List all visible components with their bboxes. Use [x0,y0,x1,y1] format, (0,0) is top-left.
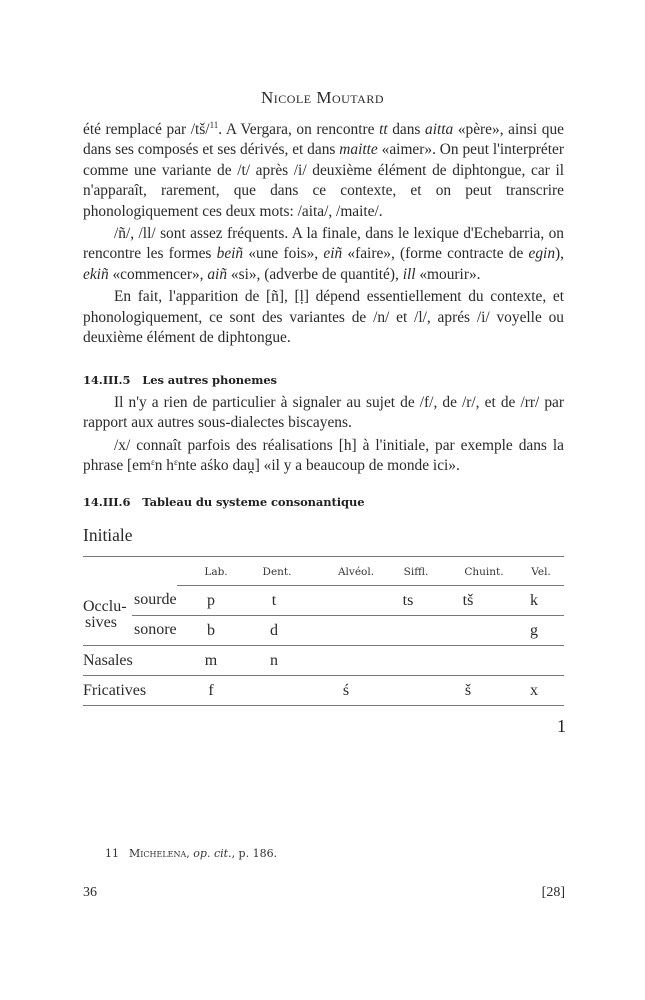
body-text-block-2 [83,393,564,477]
row-group-label: sives [85,614,117,631]
footnote-ref: op. cit. [193,847,232,860]
table-rule-header [177,585,564,586]
text: dans [387,121,426,138]
text: «père», ainsi que dans ses composés et ses dérivés, et dans [83,121,564,159]
column-header-alveol: Alvéol. [337,566,375,578]
footnote-ref[interactable]: 11 [209,119,219,130]
footnote-number: 11 [105,847,119,860]
table-rule [83,675,564,676]
page-number: 36 [83,885,97,900]
text: . A Vergara, on rencontre [218,121,380,138]
text: «faire», (forme contracte de [342,245,529,263]
row-label-nasales: Nasales [83,652,133,669]
table-cell: k [530,592,538,609]
paragraph: En fait, l'apparition de [ñ], [ḷ] dépend essentiellement du contexte, et phonologiquement, ce sont des variantes de /n/ et /l/, aprés /i/ voyelle ou deuxième élément de diphtongue. [83,288,564,347]
table-rule-sub [132,615,564,616]
text: nte aśko daṷ] «il y a beaucoup de monde ici». [177,457,460,475]
italic-term: ill [402,265,416,283]
superscript: ɛ [173,457,178,468]
text: «une fois», [243,245,324,263]
row-label-sourde: sourde [134,591,177,608]
italic-term: maitte [339,141,378,159]
text: été remplacé par /tš/ [83,121,210,138]
table-cell: t [271,592,277,609]
column-header-chuint: Chuint. [464,566,504,578]
text: ), [555,245,565,263]
text: /ñ/, /ll/ sont assez fréquents. A la finale, dans le lexique d'Echebarria, on rencontre les formes [83,225,564,263]
figure-number: 1 [557,716,566,736]
italic-term: beiñ [216,245,244,263]
table-cell: p [207,592,215,609]
table-cell: tš [462,592,474,609]
column-header-vel: Vel. [531,566,551,578]
text: «mourir». [415,265,481,283]
table-rule-bottom [83,705,564,706]
text: «aimer». On peut l'interpréter comme une variante de /t/ après /i/ deuxième élément de diphtongue, car il n'apparaît, rarement, que dans ce contexte, et on peut transcrire phonologiquement ces deux mots: /aita/, /maite/. [83,141,564,220]
column-header-lab: Lab. [204,566,228,578]
paragraph [83,436,564,477]
table-cell: ś [342,682,350,699]
table-cell: š [464,682,472,699]
section-number: 14.III.5 [83,373,131,387]
italic-term: tt [379,121,388,138]
table-cell: b [207,622,215,639]
footnote-page: , p. 186. [231,847,278,860]
text: «commencer», [108,265,208,283]
paragraph [83,120,564,222]
table-cell: x [530,682,538,699]
table-cell: g [530,622,538,639]
text: «si», (adverbe de quantité), [227,265,403,283]
text: n h [154,457,174,475]
row-label-fricatives: Fricatives [83,682,147,699]
body-text-block-1 [83,120,564,348]
text: /x/ connaît parfois des réalisations [h] à l'initiale, par exemple dans la phrase [em [83,436,564,475]
table-rule [83,645,564,646]
table-rule-top [83,556,564,557]
column-header-siffl: Siffl. [403,566,429,578]
row-group-label: Occlu- [83,598,127,615]
running-head: Nicole Moutard [260,88,384,107]
superscript: ɛ [150,457,155,468]
section-title: Les autres phonemes [142,373,277,387]
section-heading-5 [83,373,277,387]
table-cell: f [208,682,214,699]
table-title: Initiale [83,525,133,545]
section-number: 14.III.6 [83,495,131,509]
original-page-number: [28] [541,885,565,900]
table-cell: ts [402,592,414,609]
paragraph [83,224,564,285]
table-cell: n [270,652,278,669]
footnote-author: Michelena [129,847,187,860]
table-cell: m [204,652,218,669]
row-label-sonore: sonore [134,621,177,638]
section-heading-6 [83,495,364,509]
italic-term: eiñ [323,245,343,263]
paragraph: Il n'y a rien de particulier à signaler au sujet de /f/, de /r/, et de /rr/ par rapport aux autres sous-dialectes biscayens. [83,394,564,432]
italic-term: aitta [425,121,454,138]
italic-term: aiñ [207,265,228,283]
column-header-dent: Dent. [262,566,292,578]
footnote: 11 Michelena, op. cit., p. 186. [105,847,278,860]
table-cell: d [270,622,278,639]
italic-term: ekiñ [83,265,109,283]
italic-term: egin [528,245,556,263]
section-title: Tableau du systeme consonantique [142,495,365,509]
